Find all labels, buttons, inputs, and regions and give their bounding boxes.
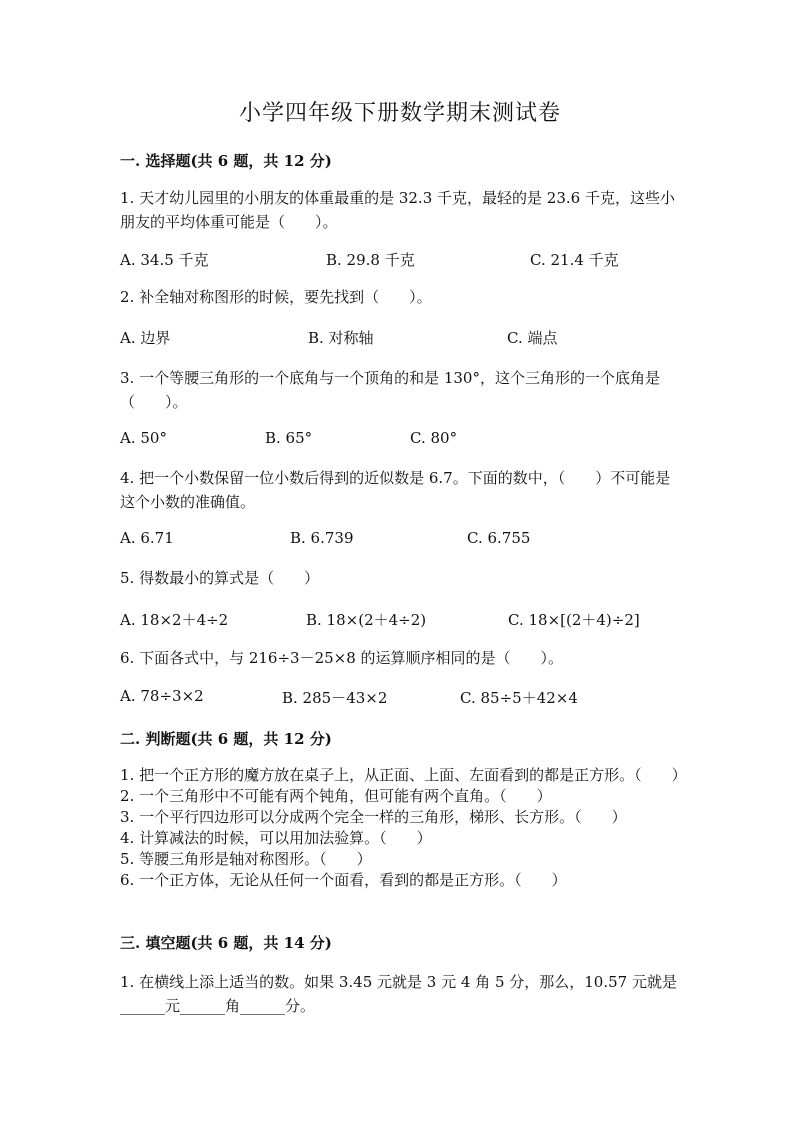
choice-question-3: 3. 一个等腰三角形的一个底角与一个顶角的和是 130°，这个三角形的一个底角是（ ）。 (120, 369, 660, 411)
page-title: 小学四年级下册数学期末测试卷 (238, 101, 561, 126)
judgement-list (120, 765, 687, 891)
judgement-item-5: 5. 等腰三角形是轴对称图形。（ ） (120, 850, 372, 868)
choice-option-6b: B. 285－43×2 (282, 689, 388, 707)
section-heading-choice: 一. 选择题(共 6 题，共 12 分) (120, 152, 332, 170)
choice-option-1a: A. 34.5 千克 (120, 251, 209, 269)
choice-option-2b: B. 对称轴 (308, 329, 374, 347)
judgement-item-2: 2. 一个三角形中不可能有两个钝角，但可能有两个直角。（ ） (120, 787, 552, 805)
choice-option-1c: C. 21.4 千克 (530, 251, 619, 269)
judgement-item-3: 3. 一个平行四边形可以分成两个完全一样的三角形，梯形、长方形。（ ） (120, 808, 627, 826)
choice-option-2c: C. 端点 (507, 329, 558, 347)
choice-option-5b: B. 18×(2＋4÷2) (306, 611, 427, 629)
fill-question-1: 1. 在横线上添上适当的数。如果 3.45 元就是 3 元 4 角 5 分，那么，10.57 元就是______元______角______分。 (120, 973, 677, 1015)
choice-option-1b: B. 29.8 千克 (326, 251, 415, 269)
choice-question-6: 6. 下面各式中，与 216÷3－25×8 的运算顺序相同的是（ ）。 (120, 649, 564, 667)
judgement-item-1: 1. 把一个正方形的魔方放在桌子上，从正面、上面、左面看到的都是正方形。（ ） (120, 766, 687, 784)
choice-option-6c: C. 85÷5＋42×4 (460, 689, 578, 707)
choice-option-2a: A. 边界 (120, 329, 171, 347)
choice-question-5: 5. 得数最小的算式是（ ） (120, 569, 320, 587)
choice-option-3b: B. 65° (265, 429, 313, 447)
section-heading-judgement: 二. 判断题(共 6 题，共 12 分) (120, 730, 332, 748)
choice-option-4b: B. 6.739 (290, 529, 354, 547)
choice-option-5a: A. 18×2＋4÷2 (120, 611, 229, 629)
choice-option-3c: C. 80° (410, 429, 458, 447)
judgement-item-4: 4. 计算减法的时候，可以用加法验算。（ ） (120, 829, 432, 847)
choice-option-4c: C. 6.755 (467, 529, 531, 547)
choice-option-6a: A. 78÷3×2 (120, 687, 204, 705)
judgement-item-6: 6. 一个正方体，无论从任何一个面看，看到的都是正方形。（ ） (120, 871, 567, 889)
choice-option-4a: A. 6.71 (120, 529, 174, 547)
choice-question-4: 4. 把一个小数保留一位小数后得到的近似数是 6.7。下面的数中，（ ）不可能是这个小数的准确值。 (120, 469, 671, 511)
choice-option-5c: C. 18×[(2＋4)÷2] (508, 611, 640, 629)
choice-option-3a: A. 50° (120, 429, 167, 447)
section-heading-fill-in: 三. 填空题(共 6 题，共 14 分) (120, 934, 332, 952)
choice-question-2: 2. 补全轴对称图形的时候，要先找到（ ）。 (120, 288, 432, 306)
choice-question-1: 1. 天才幼儿园里的小朋友的体重最重的是 32.3 千克，最轻的是 23.6 千克，这些小朋友的平均体重可能是（ ）。 (120, 189, 675, 231)
